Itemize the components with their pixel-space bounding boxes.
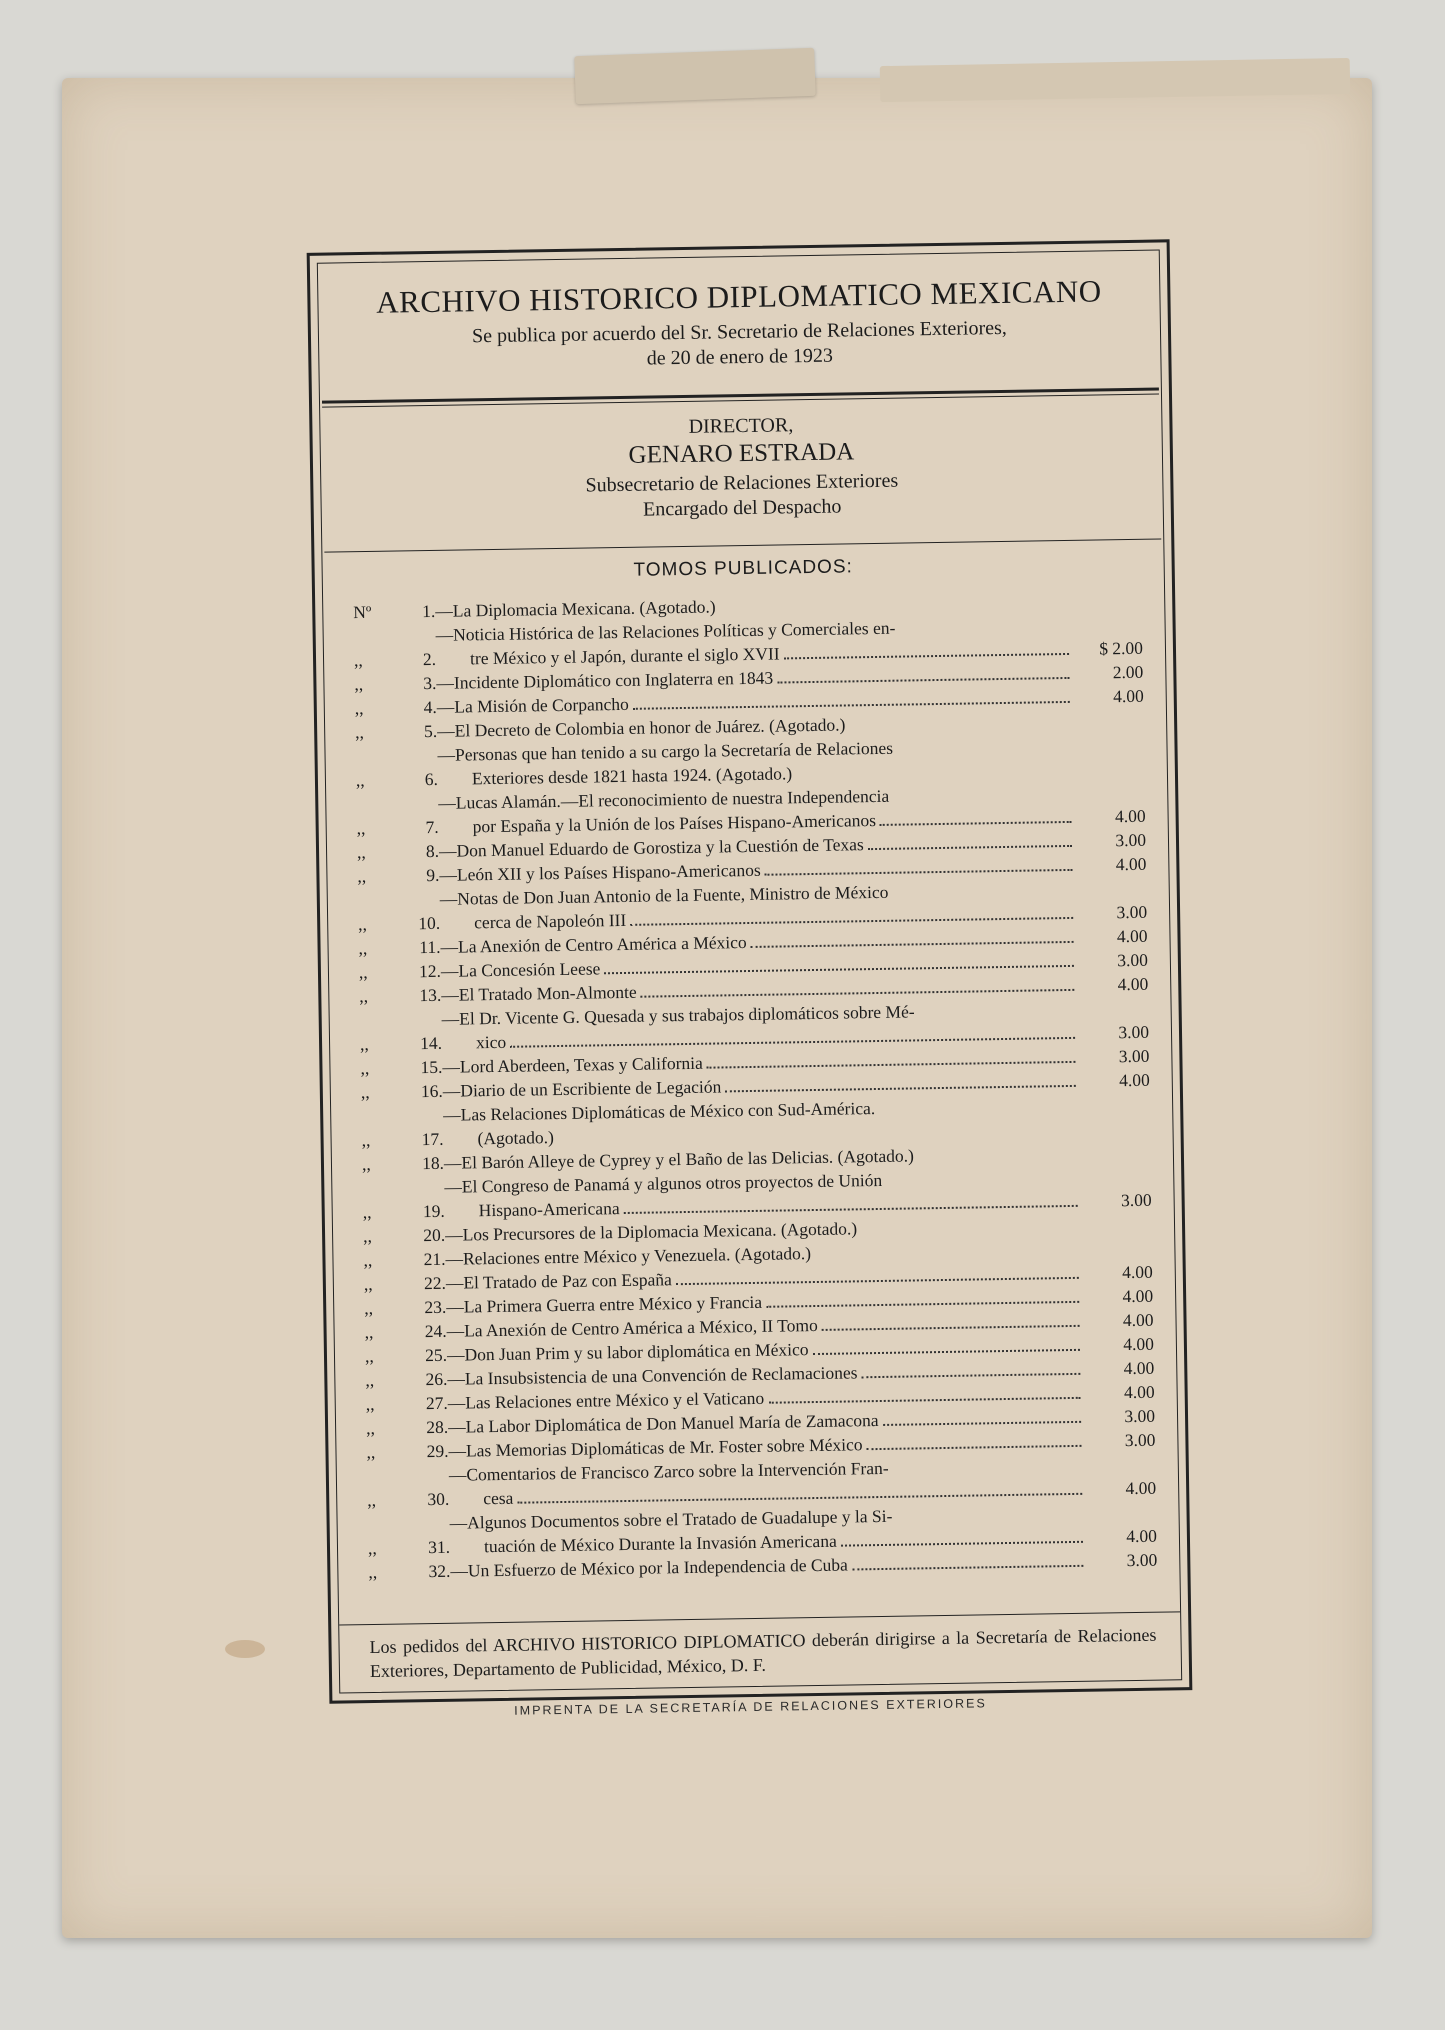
tomo-prefix: ,, xyxy=(365,1417,376,1439)
tomo-prefix: ,, xyxy=(359,1033,369,1055)
tomo-title-line: —Las Memorias Diplomáticas de Mr. Foster sobre México xyxy=(448,1434,863,1461)
tomo-price: 4.00 xyxy=(1123,1333,1155,1355)
leader-dots xyxy=(822,1324,1080,1331)
tomo-number: 7. xyxy=(425,816,439,838)
leader-dots xyxy=(624,1204,1078,1214)
leader-dots xyxy=(641,988,1075,998)
tomo-title-line: —Lord Aberdeen, Texas y California xyxy=(442,1052,703,1077)
tomo-prefix: ,, xyxy=(360,1057,370,1079)
tomo-price: 4.00 xyxy=(1122,1309,1154,1331)
tomo-prefix: ,, xyxy=(353,650,363,671)
tomo-prefix: ,, xyxy=(367,1489,377,1511)
tomo-number: 21. xyxy=(423,1248,446,1270)
leader-dots xyxy=(868,844,1072,850)
tomo-number: 29. xyxy=(426,1440,449,1462)
tomo-title-line: tre México y el Japón, durante el siglo XVII xyxy=(469,643,780,669)
leader-dots xyxy=(765,868,1073,876)
tomo-prefix: ,, xyxy=(365,1369,375,1391)
tomo-prefix: ,, xyxy=(354,698,364,719)
tomo-prefix: ,, xyxy=(355,722,365,743)
tomo-price: 3.00 xyxy=(1118,1021,1150,1043)
tomo-price: 4.00 xyxy=(1122,1285,1154,1307)
tomo-title-line: —Notas de Don Juan Antonio de la Fuente, Ministro de México xyxy=(439,881,889,909)
tomo-title-line: Hispano-Americana xyxy=(478,1198,620,1221)
leader-dots xyxy=(676,1276,1079,1285)
tomo-number: 32. xyxy=(428,1560,451,1582)
tomo-title-line: —La Concesión Leese xyxy=(440,958,601,981)
tomo-number: 14. xyxy=(420,1032,443,1054)
tomo-title-line: —Un Esfuerzo de México por la Independencia de Cuba xyxy=(450,1554,848,1581)
torn-spine-flap xyxy=(574,48,816,104)
tomo-title-line: —El Tratado Mon-Almonte xyxy=(441,981,637,1005)
tomo-price: 4.00 xyxy=(1116,925,1148,947)
tomo-number: 5. xyxy=(423,720,438,742)
tomo-price: 4.00 xyxy=(1112,685,1144,707)
tomo-price: 4.00 xyxy=(1115,853,1147,875)
imprint-line: IMPRENTA DE LA SECRETARÍA DE RELACIONES EXTERIORES xyxy=(514,1696,987,1718)
tomo-number: 15. xyxy=(420,1056,443,1078)
leader-dots xyxy=(768,1396,1080,1404)
tomo-prefix: ,, xyxy=(356,818,366,839)
tomo-number: 19. xyxy=(422,1200,445,1222)
tomo-title-line: cesa xyxy=(483,1487,514,1509)
tomo-title-line: —Las Relaciones Diplomáticas de México con Sud-América. xyxy=(443,1098,876,1125)
tomo-price: 3.00 xyxy=(1118,1045,1150,1067)
tomo-prefix: ,, xyxy=(355,770,365,791)
tomo-prefix: ,, xyxy=(362,1225,373,1247)
tomos-heading: TOMOS PUBLICADOS: xyxy=(633,556,853,581)
tomo-title-line: xico xyxy=(475,1031,507,1053)
tomo-number: 9. xyxy=(426,864,440,886)
leader-dots xyxy=(880,820,1072,826)
tomo-number: 28. xyxy=(426,1416,449,1438)
orders-note: Los pedidos del ARCHIVO HISTORICO DIPLOMATICO deberán dirigirse a la Secretaría de Relaciones Exteriores, Departamento de Publicidad, México, D. F. xyxy=(339,1611,1181,1692)
tomo-prefix: ,, xyxy=(360,1081,370,1103)
tomo-number: 4. xyxy=(423,696,437,718)
leader-dots xyxy=(867,1444,1082,1450)
tomo-title-line: —Personas que han tenido a su cargo la Secretaría de Relaciones xyxy=(437,737,894,765)
tomo-price: 4.00 xyxy=(1123,1357,1155,1379)
tomo-price: 4.00 xyxy=(1126,1525,1158,1547)
paper-stain xyxy=(225,1640,265,1658)
tomo-prefix: ,, xyxy=(357,866,367,887)
tomo-title-line: —El Dr. Vicente G. Quesada y sus trabajos diplomáticos sobre Mé- xyxy=(441,1001,915,1029)
archive-subtitle-2: de 20 de enero de 1923 xyxy=(646,344,834,370)
tomo-prefix: ,, xyxy=(363,1273,373,1295)
tomo-number: 23. xyxy=(424,1296,447,1318)
leader-dots xyxy=(751,940,1074,948)
leader-dots xyxy=(862,1372,1081,1378)
director-label: DIRECTOR, xyxy=(688,414,794,438)
tomo-title-line: —Don Juan Prim y su labor diplomática en México xyxy=(446,1339,809,1365)
catalog-inner-frame xyxy=(317,249,1182,1693)
tomo-prefix: Nº xyxy=(353,601,372,623)
tomo-number: 16. xyxy=(420,1080,443,1102)
archive-title: ARCHIVO HISTORICO DIPLOMATICO MEXICANO xyxy=(375,273,1102,320)
tomo-title-line: —La Anexión de Centro América a México xyxy=(440,932,747,957)
tomo-prefix: ,, xyxy=(364,1345,374,1367)
tomo-price: 3.00 xyxy=(1124,1429,1156,1451)
tomo-title-line: —El Tratado de Paz con España xyxy=(445,1269,672,1293)
tomo-prefix: ,, xyxy=(368,1561,378,1583)
tomo-title-line: Exteriores desde 1821 hasta 1924. (Agotado.) xyxy=(471,763,793,789)
leader-dots xyxy=(784,652,1069,659)
leader-dots xyxy=(813,1348,1080,1355)
tomo-number: 3. xyxy=(423,672,437,694)
leader-dots xyxy=(604,964,1074,974)
tomos-list xyxy=(323,587,1179,1584)
tomo-number: 11. xyxy=(419,936,441,958)
tomo-number: 26. xyxy=(425,1368,448,1390)
tomo-prefix: ,, xyxy=(358,914,368,935)
tomo-number: 17. xyxy=(421,1128,444,1150)
tomo-number: 10. xyxy=(418,912,441,934)
tomo-title-line: —Incidente Diplomático con Inglaterra en 1843 xyxy=(436,667,774,693)
tomo-title-line: (Agotado.) xyxy=(477,1127,555,1149)
tomo-title-line: —La Labor Diplomática de Don Manuel María de Zamacona xyxy=(447,1410,879,1437)
tomo-prefix: ,, xyxy=(359,985,369,1007)
tomo-title-line: —Noticia Histórica de las Relaciones Políticas y Comerciales en- xyxy=(435,617,896,645)
tomo-prefix: ,, xyxy=(364,1297,374,1319)
leader-dots xyxy=(766,1300,1079,1308)
tomo-prefix: ,, xyxy=(364,1321,374,1343)
tomo-prefix: ,, xyxy=(361,1129,371,1151)
tomo-number: 1. xyxy=(422,600,436,622)
tomo-price: 3.00 xyxy=(1116,901,1148,923)
leader-dots xyxy=(883,1420,1081,1426)
director-name: GENARO ESTRADA xyxy=(628,438,855,469)
tomo-prefix: ,, xyxy=(363,1249,373,1271)
leader-dots xyxy=(725,1084,1076,1093)
tomo-title-line: por España y la Unión de los Países Hispano-Americanos xyxy=(472,809,877,837)
tomo-number: 13. xyxy=(419,984,442,1006)
leader-dots xyxy=(777,676,1069,684)
tomo-title-line: —Los Precursores de la Diplomacia Mexicana. (Agotado.) xyxy=(444,1218,858,1245)
tomo-number: 6. xyxy=(424,768,439,790)
tomo-title-line: —Diario de un Escribiente de Legación xyxy=(442,1076,722,1101)
leader-dots xyxy=(630,916,1073,926)
tomo-title-line: —Lucas Alamán.—El reconocimiento de nuestra Independencia xyxy=(438,785,890,813)
tomo-price: 3.00 xyxy=(1126,1549,1158,1571)
tomo-price: 4.00 xyxy=(1123,1381,1155,1403)
tomo-number: 22. xyxy=(423,1272,447,1294)
tomo-price: 3.00 xyxy=(1124,1405,1156,1427)
tomo-prefix: ,, xyxy=(354,674,364,695)
tomo-price: 2.00 xyxy=(1112,661,1144,683)
tomo-price: 4.00 xyxy=(1117,973,1149,995)
tomo-title-line: —El Congreso de Panamá y algunos otros proyectos de Unión xyxy=(444,1169,883,1197)
tomo-title-line: —Las Relaciones entre México y el Vaticano xyxy=(447,1387,765,1413)
tomo-title-line: —La Misión de Corpancho xyxy=(436,693,629,717)
tomo-title-line: —León XII y los Países Hispano-Americanos xyxy=(439,859,761,885)
tomo-price: 4.00 xyxy=(1125,1477,1157,1499)
leader-dots xyxy=(633,700,1070,710)
tomo-prefix: ,, xyxy=(361,1153,371,1175)
tomo-prefix: ,, xyxy=(356,842,366,863)
tomo-prefix: ,, xyxy=(366,1441,376,1463)
tomo-title-line: —La Diplomacia Mexicana. (Agotado.) xyxy=(435,596,716,621)
tomo-price: 4.00 xyxy=(1114,805,1146,827)
archive-subtitle-1: Se publica por acuerdo del Sr. Secretario de Relaciones Exteriores, xyxy=(471,316,1008,348)
tomo-title-line: —El Barón Alleye de Cyprey y el Baño de las Delicias. (Agotado.) xyxy=(443,1145,915,1173)
director-role-1: Subsecretario de Relaciones Exteriores xyxy=(585,469,899,497)
tomo-title-line: —El Decreto de Colombia en honor de Juárez. (Agotado.) xyxy=(437,714,846,741)
tomo-number: 24. xyxy=(424,1320,447,1342)
tomo-number: 27. xyxy=(425,1392,448,1414)
tomo-number: 8. xyxy=(425,840,440,862)
tomo-title-line: —La Anexión de Centro América a México, II Tomo xyxy=(446,1314,818,1341)
leader-dots xyxy=(841,1540,1083,1547)
tomo-title-line: tuación de México Durante la Invasión Americana xyxy=(483,1530,837,1557)
tomo-number: 12. xyxy=(418,960,442,982)
tomo-prefix: ,, xyxy=(367,1537,377,1559)
archive-header xyxy=(318,250,1161,400)
tomo-title-line: —Algunos Documentos sobre el Tratado de Guadalupe y la Si- xyxy=(449,1505,893,1533)
tomo-number: 25. xyxy=(424,1344,448,1366)
leader-dots xyxy=(707,1060,1076,1069)
tomo-price: $ 2.00 xyxy=(1099,637,1144,659)
tomo-title-line: —La Insubsistencia de una Convención de Reclamaciones xyxy=(447,1362,858,1389)
tomo-number: 20. xyxy=(423,1224,446,1246)
catalog-frame xyxy=(307,239,1193,1703)
tomo-number: 31. xyxy=(427,1536,451,1558)
tomo-price: 4.00 xyxy=(1118,1069,1150,1091)
tomo-prefix: ,, xyxy=(365,1393,375,1415)
tomo-price: 3.00 xyxy=(1115,829,1147,851)
tomo-number: 2. xyxy=(422,648,437,670)
tomo-prefix: ,, xyxy=(358,938,368,959)
tomo-price: 3.00 xyxy=(1117,949,1149,971)
tomo-number: 30. xyxy=(427,1488,450,1510)
director-block xyxy=(320,394,1163,551)
tomo-title-line: —Relaciones entre México y Venezuela. (Agotado.) xyxy=(445,1243,812,1269)
leader-dots xyxy=(852,1564,1084,1571)
tomo-prefix: ,, xyxy=(362,1201,372,1223)
tomo-price: 4.00 xyxy=(1121,1261,1153,1283)
tomo-price: 3.00 xyxy=(1120,1189,1152,1211)
tomo-number: 18. xyxy=(421,1152,445,1174)
tomo-title-line: —La Primera Guerra entre México y Francia xyxy=(446,1291,763,1317)
tomo-title-line: cerca de Napoleón III xyxy=(474,909,627,933)
tomo-title-line: —Comentarios de Francisco Zarco sobre la Intervención Fran- xyxy=(448,1457,889,1485)
tomo-prefix: ,, xyxy=(358,961,368,983)
tomo-title-line: —Don Manuel Eduardo de Gorostiza y la Cuestión de Texas xyxy=(438,834,864,861)
director-role-2: Encargado del Despacho xyxy=(642,495,842,521)
